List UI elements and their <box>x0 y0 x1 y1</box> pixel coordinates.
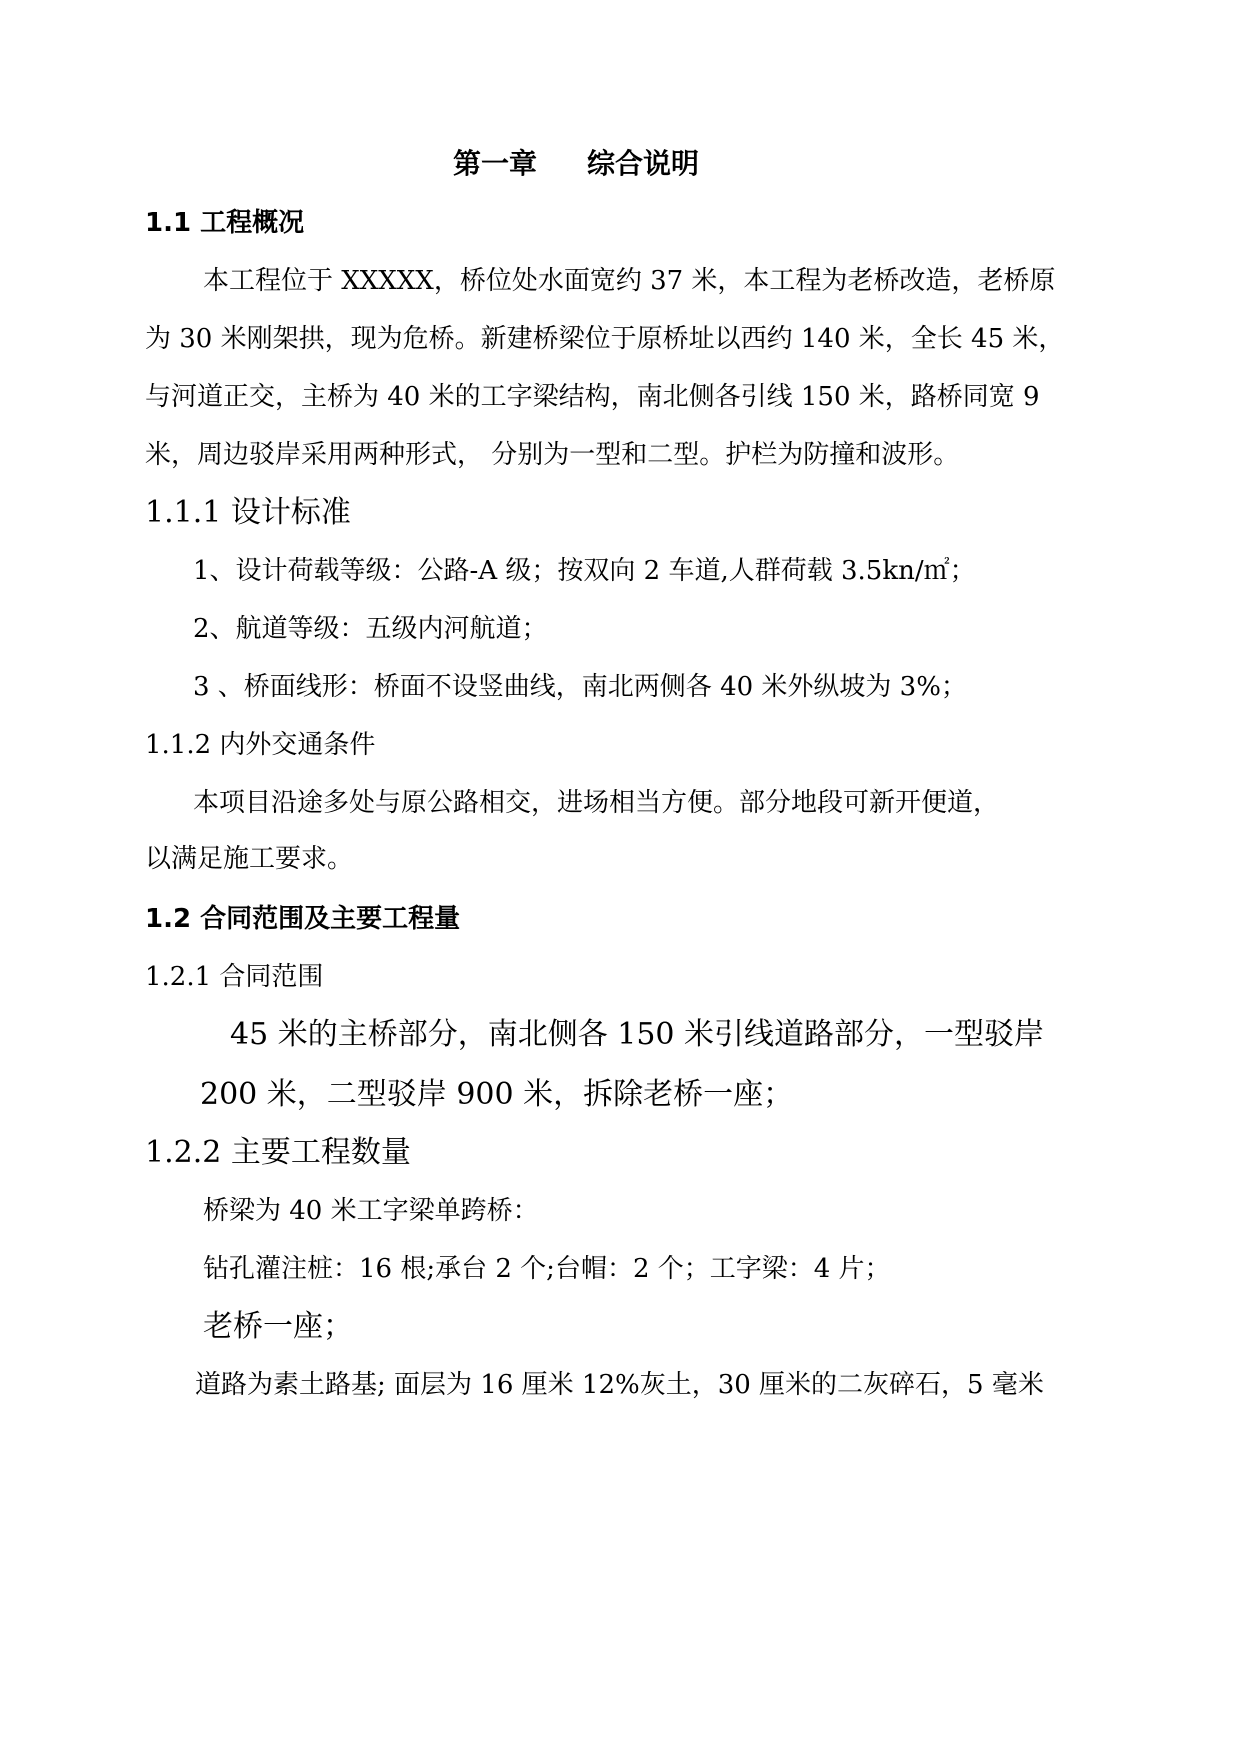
section-heading-1-2-1: 1.2.1 合同范围 <box>145 962 324 992</box>
paragraph-line: 与河道正交，主桥为 40 米的工字梁结构，南北侧各引线 150 米，路桥同宽 9 <box>145 382 1040 412</box>
list-item: 1、设计荷载等级：公路-A 级；按双向 2 车道,人群荷载 3.5kn/㎡； <box>193 556 976 586</box>
paragraph-line: 以满足施工要求。 <box>145 844 354 874</box>
paragraph-line: 米，周边驳岸采用两种形式， 分别为一型和二型。护栏为防撞和波形。 <box>145 440 960 470</box>
section-heading-1-1: 1.1 工程概况 <box>145 208 305 238</box>
paragraph-line: 为 30 米刚架拱，现为危桥。新建桥梁位于原桥址以西约 140 米，全长 45 米， <box>145 324 1065 354</box>
section-heading-1-2: 1.2 合同范围及主要工程量 <box>145 904 461 934</box>
paragraph-line: 45 米的主桥部分，南北侧各 150 米引线道路部分，一型驳岸 <box>230 1017 1045 1052</box>
paragraph-line: 老桥一座； <box>203 1309 353 1344</box>
section-heading-1-1-2: 1.1.2 内外交通条件 <box>145 730 376 760</box>
list-item: 2、航道等级：五级内河航道； <box>193 614 548 644</box>
chapter-number: 第一章 <box>453 147 538 180</box>
paragraph-line: 钻孔灌注桩：16 根;承台 2 个;台帽：2 个；工字梁：4 片； <box>203 1254 891 1284</box>
chapter-title: 综合说明 <box>587 147 700 180</box>
section-heading-1-1-1: 1.1.1 设计标准 <box>145 495 351 530</box>
paragraph-line: 本项目沿途多处与原公路相交，进场相当方便。部分地段可新开便道， <box>193 788 1000 818</box>
section-heading-1-2-2: 1.2.2 主要工程数量 <box>145 1135 411 1170</box>
list-item: 3 、桥面线形：桥面不设竖曲线，南北两侧各 40 米外纵坡为 3%； <box>193 672 967 702</box>
paragraph-line: 本工程位于 XXXXX，桥位处水面宽约 37 米，本工程为老桥改造，老桥原 <box>203 266 1056 296</box>
paragraph-line: 道路为素土路基; 面层为 16 厘米 12%灰土，30 厘米的二灰碎石，5 毫米 <box>195 1370 1044 1400</box>
paragraph-line: 桥梁为 40 米工字梁单跨桥： <box>203 1196 539 1226</box>
paragraph-line: 200 米，二型驳岸 900 米，拆除老桥一座； <box>200 1077 794 1112</box>
